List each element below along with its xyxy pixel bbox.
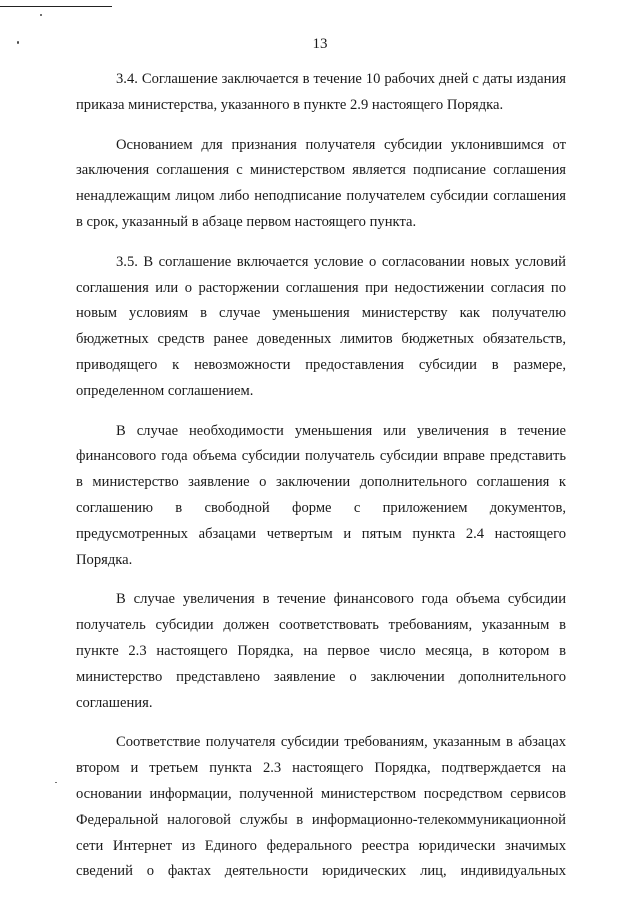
- paragraph-compliance: Соответствие получателя субсидии требованиям, указанным в абзацах втором и третьем пункта 2.3 настоящего Порядка, подтверждается на основании информации, полученной министерством посредством сервисов Федеральной налоговой службы в информационно-телекоммуникационной сети Интернет из Единого федерального реестра юридически значимых сведений о фактах деятельности юридических лиц, индивидуальных: [76, 734, 566, 880]
- document-body: [76, 67, 566, 885]
- scan-speck: [55, 782, 57, 783]
- paragraph-3-5: 3.5. В соглашение включается условие о согласовании новых условий соглашения или о расторжении соглашения при недостижении согласия по новым условиям в случае уменьшения министерству как получателю бюджетных средств ранее доведенных лимитов бюджетных обязательств, приводящего к невозможности предоставления субсидии в размере, определенном соглашением.: [76, 253, 566, 399]
- scan-speck: [40, 14, 42, 16]
- page-number: 13: [312, 36, 328, 52]
- paragraph-change-subsidy: В случае необходимости уменьшения или увеличения в течение финансового года объема субсидии получатель субсидии вправе представить в министерство заявление о заключении дополнительного соглашения к соглашению в свободной форме с приложением документов, предусмотренных абзацами четвертым и пятым пункта 2.4 настоящего Порядка.: [76, 422, 566, 568]
- paragraph-increase-subsidy: В случае увеличения в течение финансового года объема субсидии получатель субсидии должен соответствовать требованиям, указанным в пункте 2.3 настоящего Порядка, на первое число месяца, в котором в министерство представлено заявление о заключении дополнительного соглашения.: [76, 591, 566, 711]
- scan-artifact-line: [0, 6, 112, 7]
- paragraph-evasion-grounds: Основанием для признания получателя субсидии уклонившимся от заключения соглашения с министерством является подписание соглашения ненадлежащим лицом либо неподписание получателем субсидии соглашения в срок, указанный в абзаце первом настоящего пункта.: [76, 136, 566, 230]
- paragraph-3-4: 3.4. Соглашение заключается в течение 10 рабочих дней с даты издания приказа министерства, указанного в пункте 2.9 настоящего Порядка.: [76, 71, 566, 113]
